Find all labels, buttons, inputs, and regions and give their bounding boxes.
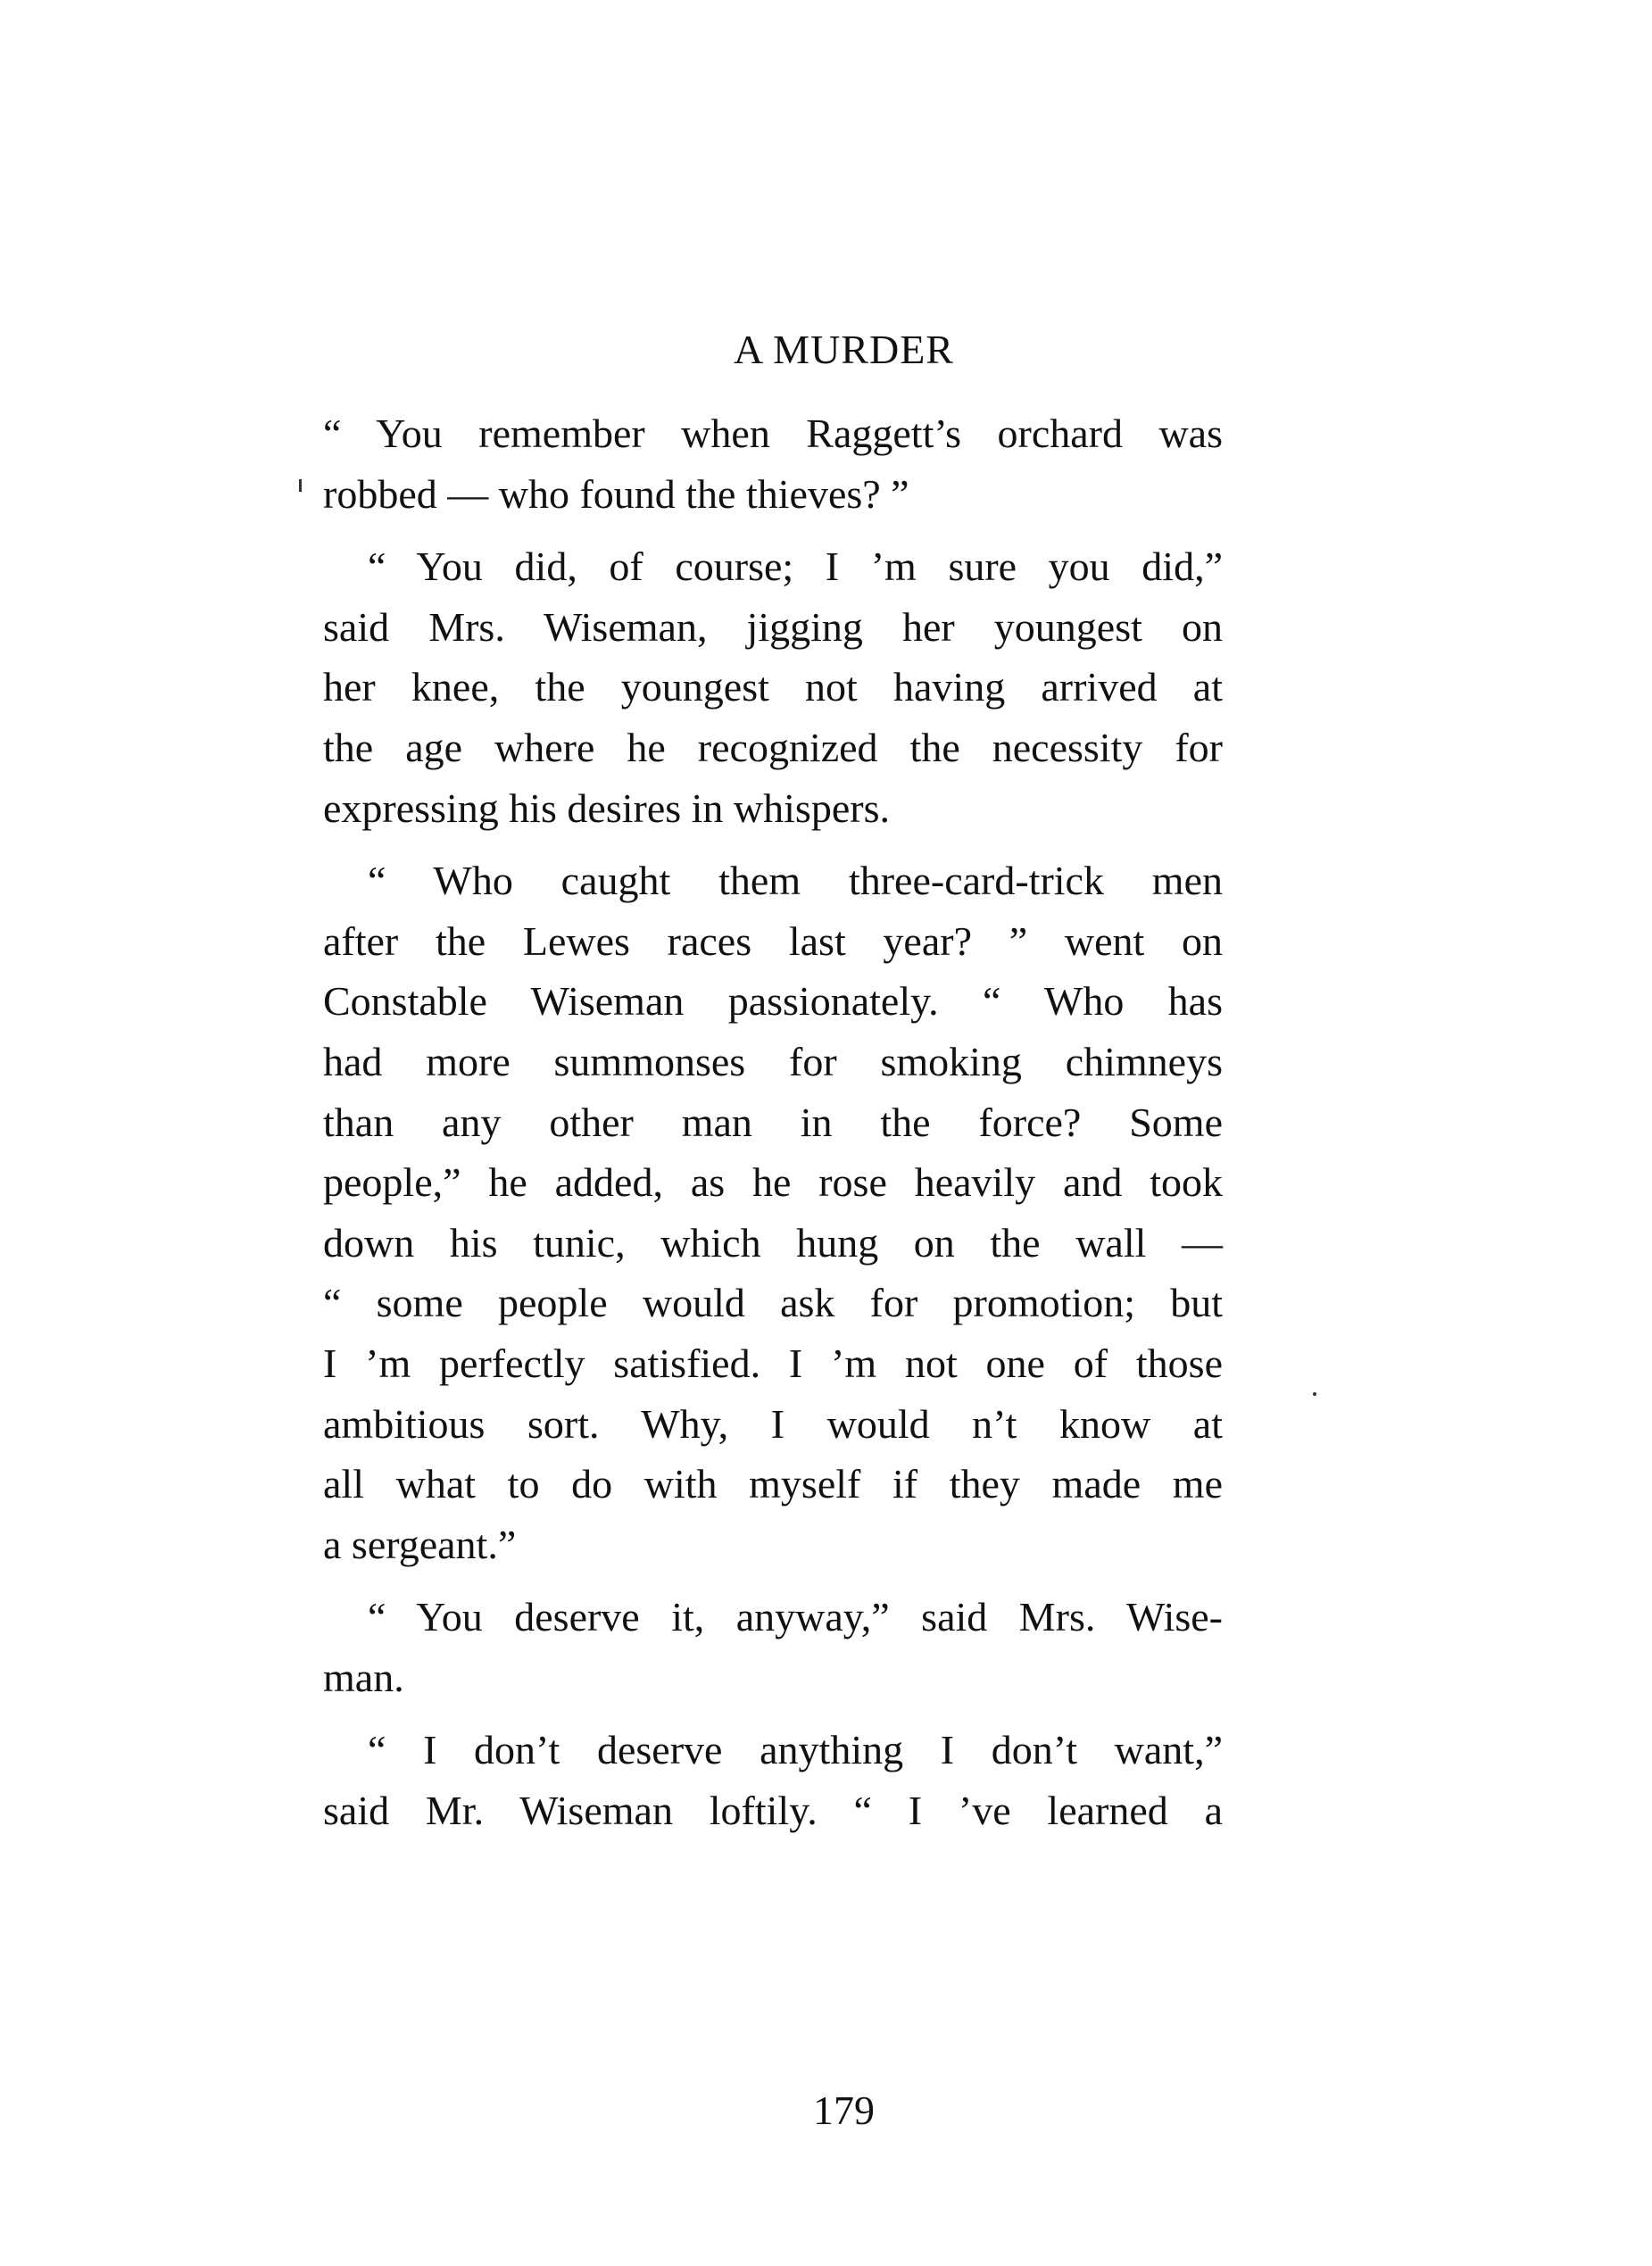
margin-dot-mark bbox=[1313, 1392, 1316, 1396]
text-line: ambitious sort. Why, I would n’t know at bbox=[323, 1400, 1223, 1447]
text-line: said Mrs. Wiseman, jigging her youngest on bbox=[323, 603, 1223, 650]
text-line: said Mr. Wiseman loftily. “ I ’ve learned a bbox=[323, 1788, 1223, 1834]
text-line: “ You remember when Raggett’s orchard was bbox=[323, 411, 1223, 456]
text-line: expressing his desires in whispers. bbox=[323, 784, 890, 831]
text-line: a sergeant.” bbox=[323, 1521, 517, 1567]
text-line: than any other man in the force? Some bbox=[323, 1099, 1223, 1145]
text-line: “ I don’t deserve anything I don’t want,” bbox=[368, 1727, 1223, 1773]
text-line: people,” he added, as he rose heavily and took bbox=[323, 1159, 1223, 1206]
paragraph bbox=[323, 851, 1223, 1574]
text-line: had more summonses for smoking chimneys bbox=[323, 1038, 1223, 1084]
body-text bbox=[323, 403, 1223, 1841]
text-line: robbed — who found the thieves? ” bbox=[323, 470, 909, 517]
text-line: “ You deserve it, anyway,” said Mrs. Wise- bbox=[368, 1594, 1223, 1640]
text-line: “ Who caught them three-card-trick men bbox=[368, 858, 1223, 904]
text-line: the age where he recognized the necessity for bbox=[323, 724, 1223, 770]
text-line: man. bbox=[323, 1654, 404, 1700]
running-head: A MURDER bbox=[734, 327, 954, 372]
text-line: down his tunic, which hung on the wall — bbox=[323, 1219, 1223, 1266]
paragraph bbox=[323, 536, 1223, 838]
text-line: “ You did, of course; I ’m sure you did,” bbox=[368, 544, 1223, 590]
text-line: after the Lewes races last year? ” went on bbox=[323, 917, 1223, 964]
paragraph bbox=[323, 403, 1223, 524]
page-number: 179 bbox=[813, 2088, 875, 2133]
text-line: her knee, the youngest not having arrived at bbox=[323, 664, 1223, 710]
paragraph bbox=[323, 1587, 1223, 1707]
text-line: “ some people would ask for promotion; but bbox=[323, 1280, 1223, 1326]
text-line: Constable Wiseman passionately. “ Who has bbox=[323, 978, 1223, 1025]
text-line: I ’m perfectly satisfied. I ’m not one of those bbox=[323, 1340, 1223, 1386]
text-line: all what to do with myself if they made me bbox=[323, 1461, 1223, 1507]
margin-tick-mark bbox=[299, 479, 302, 492]
paragraph bbox=[323, 1720, 1223, 1840]
